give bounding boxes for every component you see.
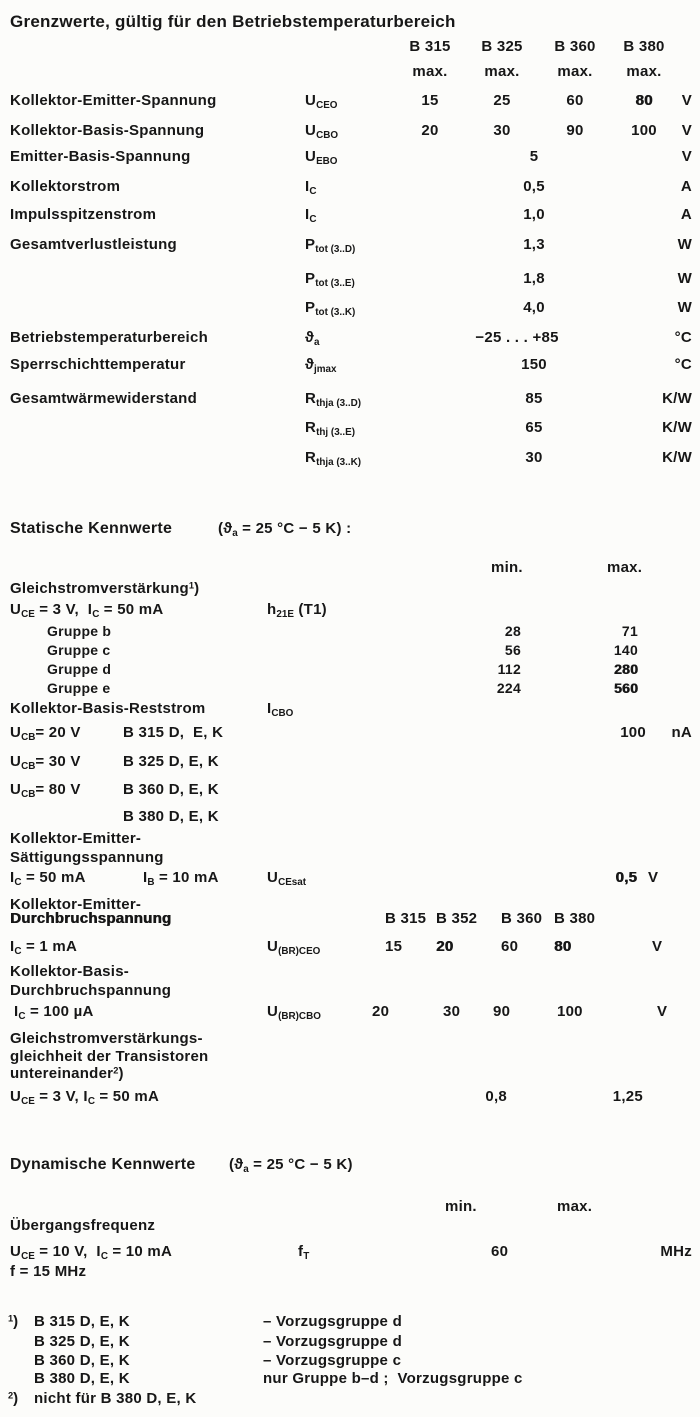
statics-minmax-header: [0, 559, 700, 581]
unit: MHz: [660, 1243, 692, 1260]
footnote-note: – Vorzugsgruppe d: [263, 1333, 402, 1350]
unit: nA: [671, 724, 692, 741]
limit-row-ptot-k: [0, 299, 700, 321]
max-value: 1,25: [612, 1088, 643, 1105]
max-header: max.: [607, 559, 643, 576]
column-header-b325: B 325: [481, 38, 523, 55]
row-label: Kollektor-Emitter-Spannung: [10, 92, 217, 109]
test-condition: $I_C = 50$ mA: [10, 869, 86, 888]
column-header-b380: B 380: [623, 38, 665, 55]
row-label: gleichheit der Transistoren: [10, 1048, 209, 1065]
symbol: $ϑ_{jmax}$: [305, 356, 337, 375]
symbol: $U_{CBO}$: [305, 122, 339, 141]
limit-row-tamb: [0, 329, 700, 351]
value-b315: 15: [421, 92, 439, 109]
row-label: Kollektor-Basis-Spannung: [10, 122, 205, 139]
min-value: 28: [504, 623, 521, 639]
symbol: $U_{CEsat}$: [267, 869, 307, 888]
hfe-condition-row: [0, 601, 700, 623]
symbol: $U_{EBO}$: [305, 148, 338, 167]
ucesat-label-row-2: [0, 849, 700, 871]
row-label: Gesamtverlustleistung: [10, 236, 177, 253]
ft-value-row: [0, 1243, 700, 1265]
model-list: B 325 D, E, K: [34, 1333, 130, 1350]
row-label: Gleichstromverstärkung$^1$): [10, 580, 200, 597]
column-header-b380: B 380: [554, 910, 596, 927]
unit: W: [677, 299, 692, 316]
row-label: Kollektor-Basis-: [10, 963, 130, 980]
symbol: $f_T$: [298, 1243, 310, 1262]
test-condition: $I_B = 10$ mA: [143, 869, 219, 888]
symbol: $U_{(BR)CEO}$: [267, 938, 321, 957]
match-value-row: [0, 1088, 700, 1110]
min-value: 112: [497, 661, 521, 677]
column-header-b360: B 360: [554, 38, 596, 55]
limits-header-max: [0, 63, 700, 85]
icbo-row-3: [0, 781, 700, 803]
group-label: Gruppe e: [47, 680, 111, 696]
footnote-note: nur Gruppe b–d ; Vorzugsgruppe c: [263, 1370, 523, 1387]
unit: °C: [674, 356, 692, 373]
row-label: Impulsspitzenstrom: [10, 206, 157, 223]
footnote-ref: $^2$): [8, 1390, 19, 1407]
icbo-row-1: [0, 724, 700, 746]
unit: W: [677, 236, 692, 253]
value-b380: 80: [635, 92, 653, 109]
row-label: Sperrschichttemperatur: [10, 356, 186, 373]
footnote-note: – Vorzugsgruppe d: [263, 1313, 402, 1330]
limit-row-tj: [0, 356, 700, 378]
value: 1,8: [523, 270, 545, 287]
test-condition: $U_{CB}= 30$ V: [10, 753, 81, 772]
icbo-label-row: [0, 700, 700, 722]
value-b352: 20: [436, 938, 454, 955]
section-heading-condition: ($ϑ_a = 25$ °C − 5 K) :: [218, 520, 352, 539]
value: 1,0: [523, 206, 545, 223]
value-b380: 100: [631, 122, 657, 139]
min-value: 56: [504, 642, 521, 658]
row-label: Emitter-Basis-Spannung: [10, 148, 191, 165]
value: 1,3: [523, 236, 545, 253]
limit-row-ptot-d: [0, 236, 700, 258]
footnote-2-row: [0, 1390, 700, 1412]
test-condition: $U_{CE} = 3$ V, $I_C = 50$ mA: [10, 1088, 160, 1107]
row-label: Kollektor-Basis-Reststrom: [10, 700, 206, 717]
min-header: min.: [491, 559, 523, 576]
row-label: Betriebstemperaturbereich: [10, 329, 208, 346]
model-list: B 380 D, E, K: [34, 1370, 130, 1387]
limits-header-models: [0, 38, 700, 60]
max-header: max.: [557, 63, 593, 80]
test-condition: $U_{CB}= 80$ V: [10, 781, 81, 800]
model-list: B 380 D, E, K: [123, 808, 219, 825]
section-heading-condition: ($ϑ_a = 25$ °C − 5 K): [229, 1156, 353, 1175]
row-label: Kollektor-Emitter-: [10, 830, 142, 847]
symbol: $R_{thj (3..E)}$: [305, 419, 356, 438]
page-title: Grenzwerte, gültig für den Betriebstemperaturbereich: [10, 12, 456, 31]
test-condition: $I_C = 100$ µA: [14, 1003, 94, 1022]
min-value: 0,8: [485, 1088, 507, 1105]
row-label: Durchbruchspannung: [10, 910, 172, 927]
row-label: Übergangsfrequenz: [10, 1217, 156, 1234]
test-condition: $U_{CB}= 20$ V: [10, 724, 81, 743]
model-list: B 325 D, E, K: [123, 753, 219, 770]
unit: A: [680, 178, 692, 195]
column-header-b352: B 352: [436, 910, 478, 927]
statics-heading-row: [0, 520, 700, 542]
value-b325: 30: [443, 1003, 461, 1020]
row-label: Gleichstromverstärkungs-: [10, 1030, 203, 1047]
hfe-label-row: [0, 580, 700, 602]
value-b380: 100: [557, 1003, 583, 1020]
max-value: 0,5: [615, 869, 637, 886]
page-title-row: [0, 12, 700, 34]
min-value: 224: [496, 680, 521, 696]
max-value: 280: [613, 661, 638, 677]
symbol: $P_{tot (3..K)}$: [305, 299, 356, 318]
column-header-b315: B 315: [409, 38, 451, 55]
limit-row-icm: [0, 206, 700, 228]
max-value: 560: [613, 680, 638, 696]
value: 85: [525, 390, 543, 407]
symbol: $ϑ_a$: [305, 329, 320, 348]
brceo-header-row: [0, 910, 700, 932]
max-header: max.: [484, 63, 520, 80]
row-label: Gesamtwärmewiderstand: [10, 390, 197, 407]
model-list: B 360 D, E, K: [34, 1352, 130, 1369]
unit: K/W: [662, 390, 692, 407]
value-b315: 15: [385, 938, 403, 955]
test-condition: $U_{CE} = 3$ V, $I_C = 50$ mA: [10, 601, 164, 620]
max-header: max.: [557, 1198, 593, 1215]
symbol: $U_{CEO}$: [305, 92, 338, 111]
value-b360: 60: [566, 92, 584, 109]
model-list: B 315 D, E, K: [123, 724, 224, 741]
brcbo-label-row-2: [0, 982, 700, 1004]
test-condition: $I_C = 1$ mA: [10, 938, 78, 957]
footnote-ref: $^1$): [8, 1313, 19, 1330]
unit: V: [681, 148, 692, 165]
icbo-row-4: [0, 808, 700, 830]
limit-row-rth-e: [0, 419, 700, 441]
unit: V: [657, 1003, 668, 1020]
min-value: 60: [491, 1243, 509, 1260]
value: −25 . . . +85: [475, 329, 559, 346]
value-b315: 20: [421, 122, 439, 139]
footnote-text: nicht für B 380 D, E, K: [34, 1390, 197, 1407]
icbo-row-2: [0, 753, 700, 775]
unit: V: [681, 122, 692, 139]
group-label: Gruppe b: [47, 623, 112, 639]
max-header: max.: [412, 63, 448, 80]
value-b315: 20: [372, 1003, 390, 1020]
limit-row-rth-d: [0, 390, 700, 412]
test-condition: f = 15 MHz: [10, 1263, 87, 1280]
row-label: Kollektorstrom: [10, 178, 121, 195]
value: 30: [525, 449, 543, 466]
value-b325: 25: [493, 92, 511, 109]
ft-condition-row-2: [0, 1263, 700, 1285]
group-row-e: [0, 680, 700, 702]
row-label: Durchbruchspannung: [10, 982, 172, 999]
value-b380: 80: [554, 938, 572, 955]
model-list: B 315 D, E, K: [34, 1313, 130, 1330]
min-header: min.: [445, 1198, 477, 1215]
column-header-b315: B 315: [385, 910, 427, 927]
section-heading: Dynamische Kennwerte: [10, 1156, 196, 1173]
match-label-row-3: [0, 1065, 700, 1087]
max-value: 140: [613, 642, 638, 658]
value-b360: 90: [566, 122, 584, 139]
symbol: $I_C$: [305, 206, 317, 225]
column-header-b360: B 360: [501, 910, 543, 927]
value: 150: [521, 356, 547, 373]
limit-row-uebo: [0, 148, 700, 170]
value: 5: [529, 148, 539, 165]
symbol: $I_{CBO}$: [267, 700, 294, 719]
symbol: $I_C$: [305, 178, 317, 197]
value-b360: 90: [493, 1003, 511, 1020]
limit-row-rth-k: [0, 449, 700, 471]
unit: V: [652, 938, 663, 955]
symbol: $P_{tot (3..D)}$: [305, 236, 356, 255]
brceo-value-row: [0, 938, 700, 960]
value: 0,5: [523, 178, 545, 195]
dynamics-heading-row: [0, 1156, 700, 1178]
unit: A: [680, 206, 692, 223]
row-label: Kollektor-Emitter-: [10, 896, 142, 913]
limit-row-ucbo: [0, 122, 700, 144]
unit: K/W: [662, 449, 692, 466]
group-label: Gruppe d: [47, 661, 112, 677]
model-list: B 360 D, E, K: [123, 781, 219, 798]
value-b325: 30: [493, 122, 511, 139]
max-value: 100: [620, 724, 646, 741]
max-value: 71: [621, 623, 638, 639]
unit: V: [681, 92, 692, 109]
ucesat-condition-row: [0, 869, 700, 891]
limit-row-uceo: [0, 92, 700, 114]
symbol: $R_{thja (3..K)}$: [305, 449, 362, 468]
footnote-1-row-1: [0, 1313, 700, 1335]
row-label: Sättigungsspannung: [10, 849, 164, 866]
symbol: $U_{(BR)CBO}$: [267, 1003, 321, 1022]
unit: °C: [674, 329, 692, 346]
section-heading: Statische Kennwerte: [10, 520, 173, 537]
limit-row-ptot-e: [0, 270, 700, 292]
footnote-note: – Vorzugsgruppe c: [263, 1352, 402, 1369]
unit: W: [677, 270, 692, 287]
symbol: $P_{tot (3..E)}$: [305, 270, 355, 289]
group-label: Gruppe c: [47, 642, 111, 658]
value: 4,0: [523, 299, 545, 316]
limit-row-ic: [0, 178, 700, 200]
value: 65: [525, 419, 543, 436]
row-label: untereinander$^2$): [10, 1065, 124, 1082]
value-b360: 60: [501, 938, 519, 955]
test-condition: $U_{CE} = 10$ V, $I_C = 10$ mA: [10, 1243, 173, 1262]
symbol: $R_{thja (3..D)}$: [305, 390, 362, 409]
unit: V: [648, 869, 659, 886]
symbol: $h_{21E}$ (T1): [267, 601, 327, 620]
unit: K/W: [662, 419, 692, 436]
ft-label-row: [0, 1217, 700, 1239]
footnote-1-row-4: [0, 1370, 700, 1392]
max-header: max.: [626, 63, 662, 80]
brcbo-value-row: [0, 1003, 700, 1025]
